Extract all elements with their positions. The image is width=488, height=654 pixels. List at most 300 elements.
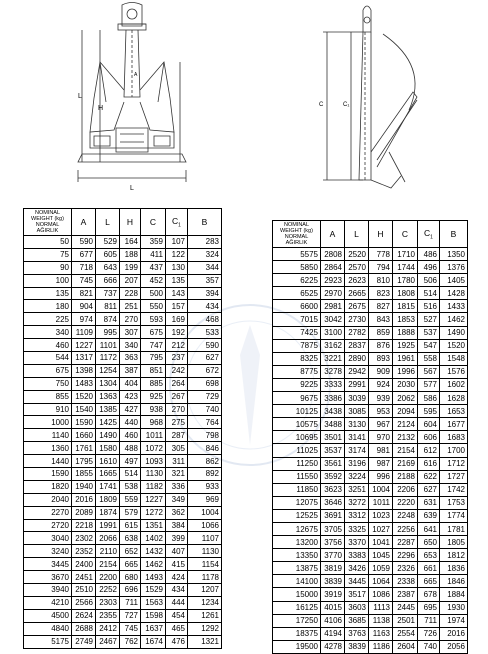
dimension-cell: 3517 (345, 588, 369, 601)
dimension-cell: 893 (369, 352, 393, 365)
dimension-cell: 1610 (96, 455, 120, 468)
dimension-cell: 362 (166, 506, 188, 519)
dimension-cell: 1182 (141, 480, 166, 493)
dimension-cell: 567 (418, 365, 440, 378)
dimension-cell: 506 (418, 274, 440, 287)
dimension-cell: 1548 (440, 352, 468, 365)
dimension-cell: 363 (120, 352, 141, 365)
weight-cell: 3670 (24, 571, 72, 584)
dimension-cell: 810 (369, 274, 393, 287)
weight-cell: 10125 (273, 405, 321, 418)
dimension-cell: 729 (188, 390, 222, 403)
dimension-cell: 444 (166, 596, 188, 609)
dimension-cell: 359 (141, 236, 166, 249)
dimension-cell: 933 (188, 480, 222, 493)
dimension-cell: 745 (120, 622, 141, 635)
dimension-cell: 3221 (321, 352, 345, 365)
dimension-cell: 641 (418, 522, 440, 535)
dimension-cell: 823 (369, 287, 393, 300)
dimension-cell: 995 (96, 326, 120, 339)
dimension-cell: 270 (166, 403, 188, 416)
dimension-cell: 488 (120, 442, 141, 455)
dimension-cell: 798 (188, 429, 222, 442)
dimension-cell: 665 (418, 575, 440, 588)
weight-cell: 2270 (24, 506, 72, 519)
dimension-cell: 107 (166, 236, 188, 249)
dimension-cell: 1405 (440, 274, 468, 287)
dimension-cell: 1227 (72, 339, 96, 352)
table-row (273, 536, 468, 549)
table-row (273, 457, 468, 470)
dimension-cell: 593 (141, 313, 166, 326)
dimension-cell: 1520 (72, 390, 96, 403)
dimension-cell: 1138 (369, 614, 393, 627)
dimension-cell: 344 (188, 261, 222, 274)
weight-cell: 180 (24, 300, 72, 313)
weight-cell: 4840 (24, 622, 72, 635)
dimension-cell: 2287 (393, 536, 418, 549)
weight-cell: 340 (24, 326, 72, 339)
table-row (24, 545, 222, 558)
dimension-cell: 970 (369, 431, 393, 444)
dimension-cell: 698 (188, 377, 222, 390)
dimension-cell: 2412 (96, 622, 120, 635)
table-row (24, 532, 222, 545)
dimension-cell: 3445 (345, 575, 369, 588)
dimension-cell: 1483 (72, 377, 96, 390)
dimension-cell: 3196 (345, 457, 369, 470)
dimension-cell: 846 (188, 442, 222, 455)
dimension-cell: 4278 (321, 640, 345, 653)
dimension-cell: 1529 (141, 584, 166, 597)
dimension-cell: 135 (166, 274, 188, 287)
table-row (273, 588, 468, 601)
dimension-cell: 2782 (345, 326, 369, 339)
dimension-cell: 3333 (321, 378, 345, 391)
dimension-cell: 2338 (393, 575, 418, 588)
weight-cell: 3445 (24, 558, 72, 571)
dimension-cell: 169 (166, 313, 188, 326)
dimension-cell: 1351 (141, 519, 166, 532)
dimension-cell: 595 (418, 405, 440, 418)
dimension-cell: 1774 (440, 509, 468, 522)
dimension-cell: 821 (72, 287, 96, 300)
dimension-cell: 2132 (393, 431, 418, 444)
dimension-cell: 1227 (141, 493, 166, 506)
dimension-cell: 727 (120, 609, 141, 622)
weight-cell: 11025 (273, 444, 321, 457)
dimension-cell: 2510 (72, 584, 96, 597)
dimension-cell: 1428 (440, 287, 468, 300)
weight-cell: 12675 (273, 522, 321, 535)
dimension-cell: 1853 (393, 313, 418, 326)
dimension-cell: 558 (418, 352, 440, 365)
dimension-cell: 2220 (393, 496, 418, 509)
dimension-cell: 3770 (321, 549, 345, 562)
dimension-cell: 1093 (141, 455, 166, 468)
column-header-h: H (369, 221, 393, 248)
dimension-cell: 2749 (72, 635, 96, 648)
weight-cell: 1360 (24, 442, 72, 455)
dimension-cell: 1836 (440, 562, 468, 575)
dimension-cell: 3839 (345, 640, 369, 653)
weight-cell: 910 (24, 403, 72, 416)
weight-cell: 544 (24, 352, 72, 365)
table-row (273, 496, 468, 509)
dimension-cell: 2169 (393, 457, 418, 470)
table-row (24, 506, 222, 519)
dimension-cell: 3042 (321, 313, 345, 326)
dimension-cell: 643 (96, 261, 120, 274)
dimension-cell: 1064 (369, 575, 393, 588)
weight-cell: 4210 (24, 596, 72, 609)
dimension-cell: 407 (166, 545, 188, 558)
dimension-cell: 3691 (321, 509, 345, 522)
dimension-cell: 726 (418, 627, 440, 640)
dimension-cell: 2110 (96, 545, 120, 558)
dimension-cell: 2303 (96, 596, 120, 609)
column-header-c1: $C_1$ (418, 221, 440, 248)
table-row (273, 470, 468, 483)
dimension-cell: 604 (418, 418, 440, 431)
dimension-cell: 399 (166, 532, 188, 545)
weight-cell: 13875 (273, 562, 321, 575)
dimension-cell: 1576 (440, 365, 468, 378)
dimension-cell: 2837 (345, 339, 369, 352)
anchor-front-view-drawing (70, 2, 225, 194)
dimension-cell: 1066 (188, 519, 222, 532)
weight-cell: 1000 (24, 416, 72, 429)
table-row (273, 444, 468, 457)
weight-cell: 9675 (273, 392, 321, 405)
dimension-cell: 2326 (393, 562, 418, 575)
dimension-cell: 4106 (321, 614, 345, 627)
weight-cell: 3940 (24, 584, 72, 597)
dimension-cell: 2296 (393, 549, 418, 562)
dimension-cell: 1154 (188, 558, 222, 571)
dimension-cell: 1974 (440, 614, 468, 627)
dimension-cell: 666 (96, 274, 120, 287)
dimension-cell: 969 (188, 493, 222, 506)
weight-cell: 6225 (273, 274, 321, 287)
dimension-cell: 321 (166, 468, 188, 481)
dimension-cell: 652 (120, 545, 141, 558)
dimension-cell: 465 (166, 622, 188, 635)
table-row (273, 575, 468, 588)
dimension-cell: 843 (369, 313, 393, 326)
dimension-cell: 924 (369, 378, 393, 391)
dimension-cell: 547 (418, 339, 440, 352)
dimension-cell: 3646 (321, 496, 345, 509)
dimension-cell: 411 (141, 248, 166, 261)
dimension-cell: 1254 (96, 364, 120, 377)
weight-cell: 855 (24, 390, 72, 403)
weight-cell: 17250 (273, 614, 321, 627)
dimension-cell: 968 (141, 416, 166, 429)
dimension-cell: 1272 (141, 506, 166, 519)
dimension-cell: 434 (166, 584, 188, 597)
dimension-cell: 1385 (96, 403, 120, 416)
dimension-cell: 665 (120, 558, 141, 571)
dimension-cell: 311 (166, 455, 188, 468)
dimension-cell: 1432 (141, 545, 166, 558)
dimension-label-l: L (130, 185, 134, 192)
dimension-cell: 1398 (72, 364, 96, 377)
dimension-cell: 1874 (96, 506, 120, 519)
dimension-cell: 737 (96, 287, 120, 300)
weight-cell: 5850 (273, 261, 321, 274)
dimension-cell: 661 (418, 562, 440, 575)
dimension-cell: 3162 (321, 339, 345, 352)
dimension-cell: 1059 (369, 562, 393, 575)
dimension-cell: 876 (369, 339, 393, 352)
dimension-cell: 270 (120, 313, 141, 326)
dimension-cell: 1677 (440, 418, 468, 431)
dimension-cell: 1598 (141, 609, 166, 622)
weight-cell: 7875 (273, 339, 321, 352)
table-row (24, 429, 222, 442)
dimension-cell: 1961 (393, 352, 418, 365)
dimension-cell: 3278 (321, 365, 345, 378)
dimension-cell: 2355 (96, 609, 120, 622)
dimension-cell: 1045 (369, 549, 393, 562)
dimension-cell: 874 (96, 313, 120, 326)
table-row (273, 339, 468, 352)
dimension-cell: 1710 (393, 248, 418, 261)
dimension-cell: 653 (418, 549, 440, 562)
table-row (273, 627, 468, 640)
dimension-cell: 1741 (96, 480, 120, 493)
table-row (24, 455, 222, 468)
dimension-cell: 1425 (96, 416, 120, 429)
dimension-cell: 2154 (96, 558, 120, 571)
dimension-cell: 1628 (440, 392, 468, 405)
dimension-cell: 3623 (321, 483, 345, 496)
dimension-cell: 452 (141, 274, 166, 287)
dimension-cell: 2991 (345, 378, 369, 391)
dimension-cell: 740 (418, 640, 440, 653)
dimension-cell: 1462 (141, 558, 166, 571)
weight-cell: 10575 (273, 418, 321, 431)
dimension-cell: 1930 (440, 601, 468, 614)
dimension-cell: 778 (369, 248, 393, 261)
table-row (24, 287, 222, 300)
dimension-cell: 2566 (72, 596, 96, 609)
dimension-cell: 324 (188, 248, 222, 261)
dimension-cell: 1072 (141, 442, 166, 455)
dimension-cell: 228 (120, 287, 141, 300)
weight-cell: 12075 (273, 496, 321, 509)
dimension-cell: 2094 (393, 405, 418, 418)
weight-cell: 18375 (273, 627, 321, 640)
table-row (24, 390, 222, 403)
table-row (273, 549, 468, 562)
dimension-label-c: C (319, 102, 324, 108)
dimension-cell: 1888 (393, 326, 418, 339)
dimension-cell: 1011 (141, 429, 166, 442)
dimension-label-a: A (134, 72, 138, 78)
dimension-cell: 1991 (96, 519, 120, 532)
weight-cell: 11250 (273, 457, 321, 470)
dimension-cell: 827 (369, 300, 393, 313)
dimension-cell: 639 (418, 509, 440, 522)
dimension-cell: 2675 (345, 300, 369, 313)
dimension-cell: 122 (166, 248, 188, 261)
weight-cell: 50 (24, 236, 72, 249)
dimension-cell: 1674 (141, 635, 166, 648)
dimension-cell: 711 (120, 596, 141, 609)
dimension-cell: 1130 (141, 468, 166, 481)
table-row (24, 300, 222, 313)
dimension-cell: 590 (188, 339, 222, 352)
dimension-cell: 486 (418, 248, 440, 261)
dimension-cell: 2688 (72, 622, 96, 635)
dimension-label-h: H (98, 105, 104, 112)
column-header-c: C (393, 221, 418, 248)
dimension-cell: 2352 (72, 545, 96, 558)
dimension-cell: 4194 (321, 627, 345, 640)
column-header-h: H (120, 209, 141, 236)
weight-cell: 3240 (24, 545, 72, 558)
dimension-cell: 2445 (393, 601, 418, 614)
dimension-cell: 1462 (440, 313, 468, 326)
column-header-l: L (96, 209, 120, 236)
table-row (273, 640, 468, 653)
table-row (24, 326, 222, 339)
dimension-cell: 967 (369, 418, 393, 431)
table-row (273, 483, 468, 496)
table-row (273, 522, 468, 535)
dimension-cell: 275 (166, 416, 188, 429)
table-row (24, 377, 222, 390)
table-row (24, 622, 222, 635)
dimension-cell: 164 (120, 236, 141, 249)
dimension-cell: 1540 (72, 403, 96, 416)
dimension-cell: 1846 (440, 575, 468, 588)
table-row (24, 468, 222, 481)
weight-cell: 6525 (273, 287, 321, 300)
dimension-cell: 1101 (96, 339, 120, 352)
dimension-cell: 885 (141, 377, 166, 390)
dimension-cell: 2520 (345, 248, 369, 261)
table-row (273, 378, 468, 391)
dimension-cell: 1808 (393, 287, 418, 300)
weight-cell: 3040 (24, 532, 72, 545)
dimension-cell: 2864 (321, 261, 345, 274)
dimension-cell: 1520 (440, 339, 468, 352)
dimension-cell: 2942 (345, 365, 369, 378)
dimension-cell: 1433 (440, 300, 468, 313)
dimension-cell: 3386 (321, 392, 345, 405)
dimension-cell: 1855 (72, 468, 96, 481)
dimension-cell: 514 (120, 468, 141, 481)
dimension-cell: 264 (166, 377, 188, 390)
table-row (273, 352, 468, 365)
dimension-cell: 500 (141, 287, 166, 300)
dimension-cell: 1011 (369, 496, 393, 509)
table-row (273, 326, 468, 339)
dimension-cell: 1107 (188, 532, 222, 545)
dimension-cell: 590 (72, 236, 96, 249)
dimension-cell: 616 (418, 457, 440, 470)
dimension-cell: 696 (120, 584, 141, 597)
dimension-cell: 3839 (321, 575, 345, 588)
dimension-cell: 3819 (321, 562, 345, 575)
weight-cell: 5575 (273, 248, 321, 261)
column-header-a: A (321, 221, 345, 248)
column-header-l: L (345, 221, 369, 248)
dimension-cell: 537 (418, 326, 440, 339)
weight-cell: 19500 (273, 640, 321, 653)
dimension-cell: 1317 (72, 352, 96, 365)
dimension-cell: 1027 (369, 522, 393, 535)
dimension-cell: 974 (72, 313, 96, 326)
column-header-a: A (72, 209, 96, 236)
table-row (24, 519, 222, 532)
dimension-cell: 188 (120, 248, 141, 261)
column-header-c: C (141, 209, 166, 236)
dimension-cell: 622 (418, 470, 440, 483)
dimension-cell: 3603 (345, 601, 369, 614)
dimension-cell: 130 (166, 261, 188, 274)
dimension-cell: 764 (188, 416, 222, 429)
dimension-cell: 404 (120, 377, 141, 390)
dimension-cell: 3501 (321, 431, 345, 444)
anchor-side-view-drawing (305, 2, 445, 202)
table-header-row (273, 221, 468, 248)
dimension-cell: 2387 (393, 588, 418, 601)
dimension-cell: 514 (418, 287, 440, 300)
dimension-cell: 3685 (345, 614, 369, 627)
table-row (273, 614, 468, 627)
table-row (24, 480, 222, 493)
dimension-cell: 1023 (369, 509, 393, 522)
dimension-cell: 3919 (321, 588, 345, 601)
dimension-cell: 387 (120, 364, 141, 377)
dimension-cell: 527 (418, 313, 440, 326)
dimension-cell: 1925 (393, 339, 418, 352)
dimension-cell: 192 (166, 326, 188, 339)
dimension-cell: 2056 (440, 640, 468, 653)
dimension-cell: 2604 (393, 640, 418, 653)
dimension-cell: 1113 (369, 601, 393, 614)
table-body-left (24, 236, 222, 649)
dimension-cell: 1130 (188, 545, 222, 558)
table-row (273, 392, 468, 405)
dimension-cell: 2248 (393, 509, 418, 522)
dimension-cell: 529 (96, 236, 120, 249)
dimension-cell: 1602 (440, 378, 468, 391)
dimension-cell: 615 (120, 519, 141, 532)
dimension-cell: 516 (418, 300, 440, 313)
dimension-cell: 2451 (72, 571, 96, 584)
dimension-cell: 2062 (393, 392, 418, 405)
dimension-label-c1: C₁ (343, 102, 350, 108)
table-row (273, 431, 468, 444)
weight-column-header: NOMINAL WEIGHT (kg) NORMAL AĞIRLIK (273, 221, 321, 248)
table-row (24, 558, 222, 571)
dimension-cell: 1653 (440, 405, 468, 418)
dimension-cell: 1321 (188, 635, 222, 648)
table-row (24, 248, 222, 261)
table-row (273, 601, 468, 614)
dimension-cell: 747 (141, 339, 166, 352)
dimension-cell: 1109 (72, 326, 96, 339)
dimension-cell: 606 (418, 431, 440, 444)
dimension-cell: 577 (418, 378, 440, 391)
dimension-cell: 307 (120, 326, 141, 339)
dimension-cell: 3085 (345, 405, 369, 418)
